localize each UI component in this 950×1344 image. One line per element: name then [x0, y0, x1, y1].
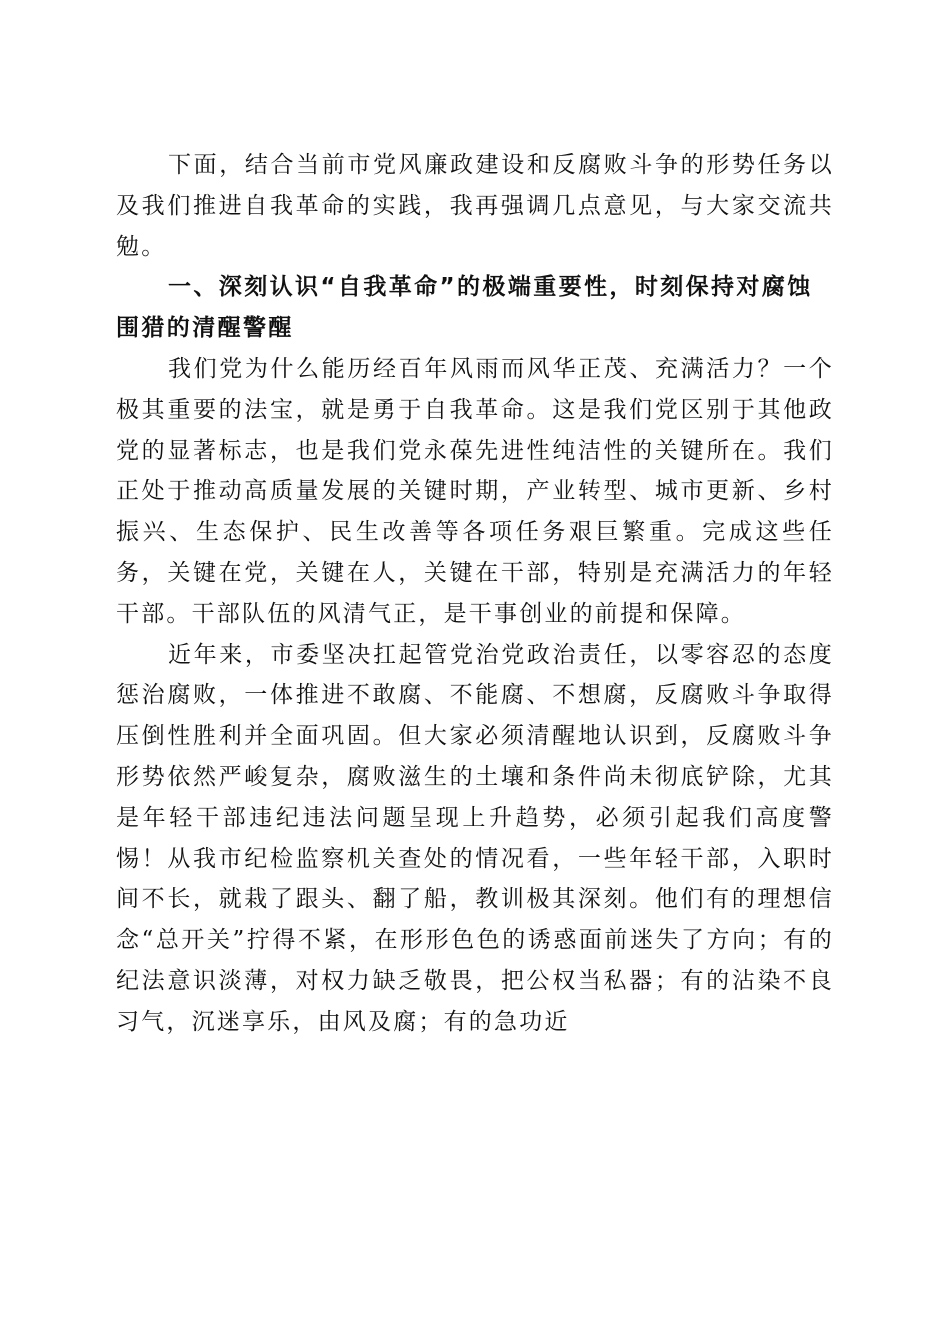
section-heading-1: 一、深刻认识“自我革命”的极端重要性，时刻保持对腐蚀围猎的清醒警醒 — [116, 274, 813, 342]
document-body — [116, 145, 834, 1043]
paragraph-self-revolution: 我们党为什么能历经百年风雨而风华正茂、充满活力？一个极其重要的法宝，就是勇于自我革命。这是我们党区别于其他政党的显著标志，也是我们党永葆先进性纯洁性的关键所在。我们正处于推动高质量发展的关键时期，产业转型、城市更新、乡村振兴、生态保护、民生改善等各项任务艰巨繁重。完成这些任务，关键在党，关键在人，关键在干部，特别是充满活力的年轻干部。干部队伍的风清气正，是干事创业的前提和保障。 — [116, 355, 834, 627]
paragraph-intro: 下面，结合当前市党风廉政建设和反腐败斗争的形势任务以及我们推进自我革命的实践，我再强调几点意见，与大家交流共勉。 — [116, 152, 834, 260]
paragraph-anti-corruption: 近年来，市委坚决扛起管党治党政治责任，以零容忍的态度惩治腐败，一体推进不敢腐、不能腐、不想腐，反腐败斗争取得压倒性胜利并全面巩固。但大家必须清醒地认识到，反腐败斗争形势依然严峻复杂，腐败滋生的土壤和条件尚未彻底铲除，尤其是年轻干部违纪违法问题呈现上升趋势，必须引起我们高度警惕！从我市纪检监察机关查处的情况看，一些年轻干部，入职时间不长，就栽了跟头、翻了船，教训极其深刻。他们有的理想信念“总开关”拧得不紧，在形形色色的诱惑面前迷失了方向；有的纪法意识淡薄，对权力缺乏敬畏，把公权当私器；有的沾染不良习气，沉迷享乐，由风及腐；有的急功近 — [116, 641, 834, 1035]
